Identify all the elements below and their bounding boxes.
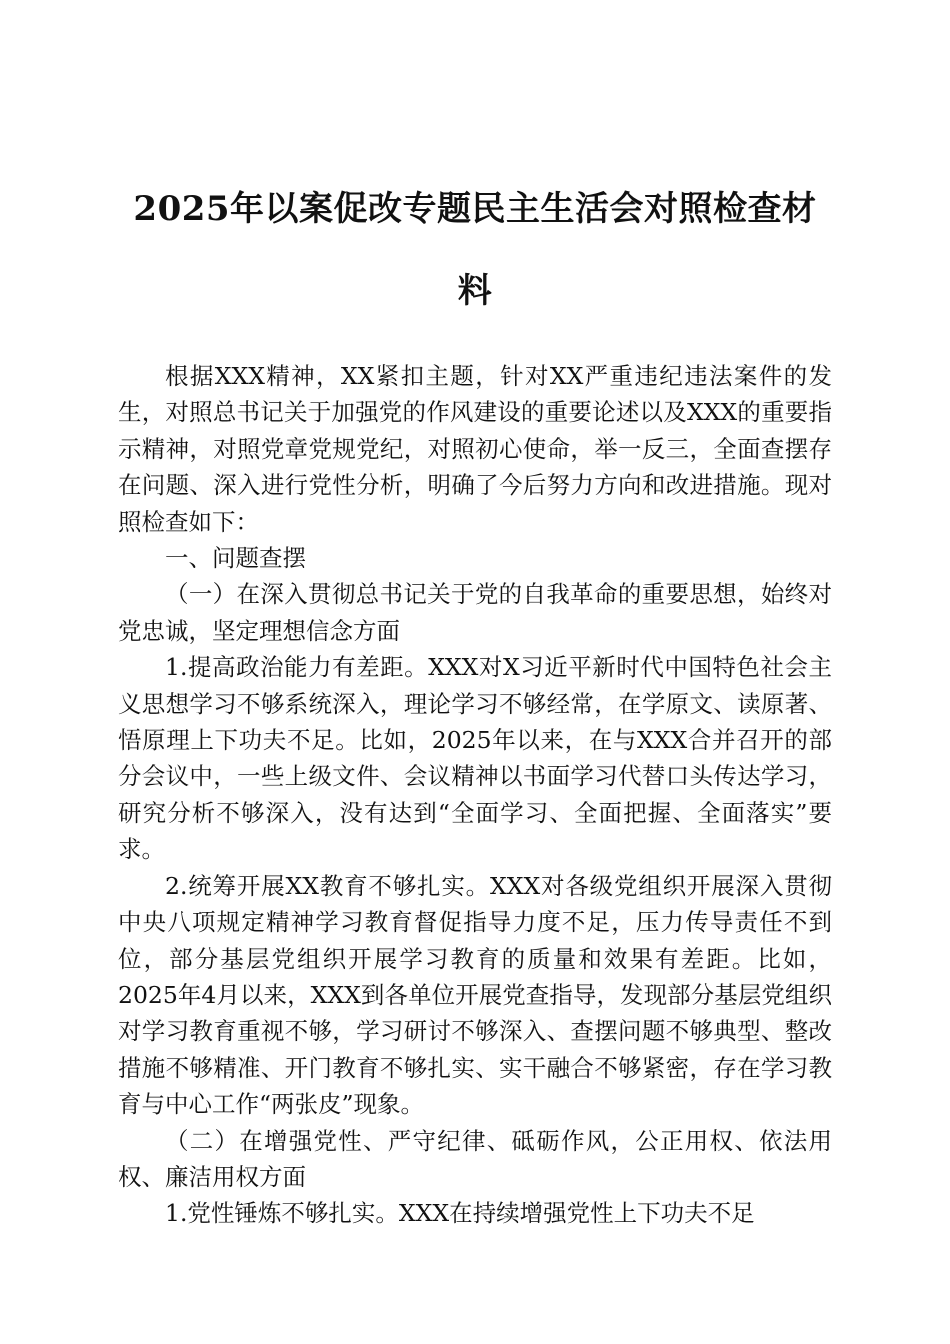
body-paragraph: 2.统筹开展XX教育不够扎实。XXX对各级党组织开展深入贯彻中央八项规定精神学习教育督促指导力度不足，压力传导责任不到位，部分基层党组织开展学习教育的质量和效果有差距。比如，2025年4月以来，XXX到各单位开展党查指导，发现部分基层党组织对学习教育重视不够，学习研讨不够深入、查摆问题不够典型、整改措施不够精准、开门教育不够扎实、实干融合不够紧密，存在学习教育与中心工作“两张皮”现象。	[118, 871, 832, 1119]
section-heading: 一、问题查摆	[165, 544, 306, 573]
subsection-heading: （二）在增强党性、严守纪律、砥砺作风，公正用权、依法用权、廉洁用权方面	[118, 1126, 832, 1191]
document-title: 2025年以案促改专题民主生活会对照检查材料	[133, 189, 817, 311]
document-body	[118, 358, 832, 1232]
body-paragraph: 1.党性锤炼不够扎实。XXX在持续增强党性上下功夫不足	[165, 1199, 755, 1228]
intro-paragraph: 根据XXX精神，XX紧扣主题，针对XX严重违纪违法案件的发生，对照总书记关于加强党的作风建设的重要论述以及XXX的重要指示精神，对照党章党规党纪，对照初心使命，举一反三，全面查摆存在问题、深入进行党性分析，明确了今后努力方向和改进措施。现对照检查如下：	[118, 362, 832, 536]
subsection-heading: （一）在深入贯彻总书记关于党的自我革命的重要思想，始终对党忠诚，坚定理想信念方面	[118, 580, 832, 645]
body-paragraph: 1.提高政治能力有差距。XXX对X习近平新时代中国特色社会主义思想学习不够系统深入，理论学习不够经常，在学原文、读原著、悟原理上下功夫不足。比如，2025年以来，在与XXX合并召开的部分会议中，一些上级文件、会议精神以书面学习代替口头传达学习，研究分析不够深入，没有达到“全面学习、全面把握、全面落实”要求。	[118, 653, 832, 864]
